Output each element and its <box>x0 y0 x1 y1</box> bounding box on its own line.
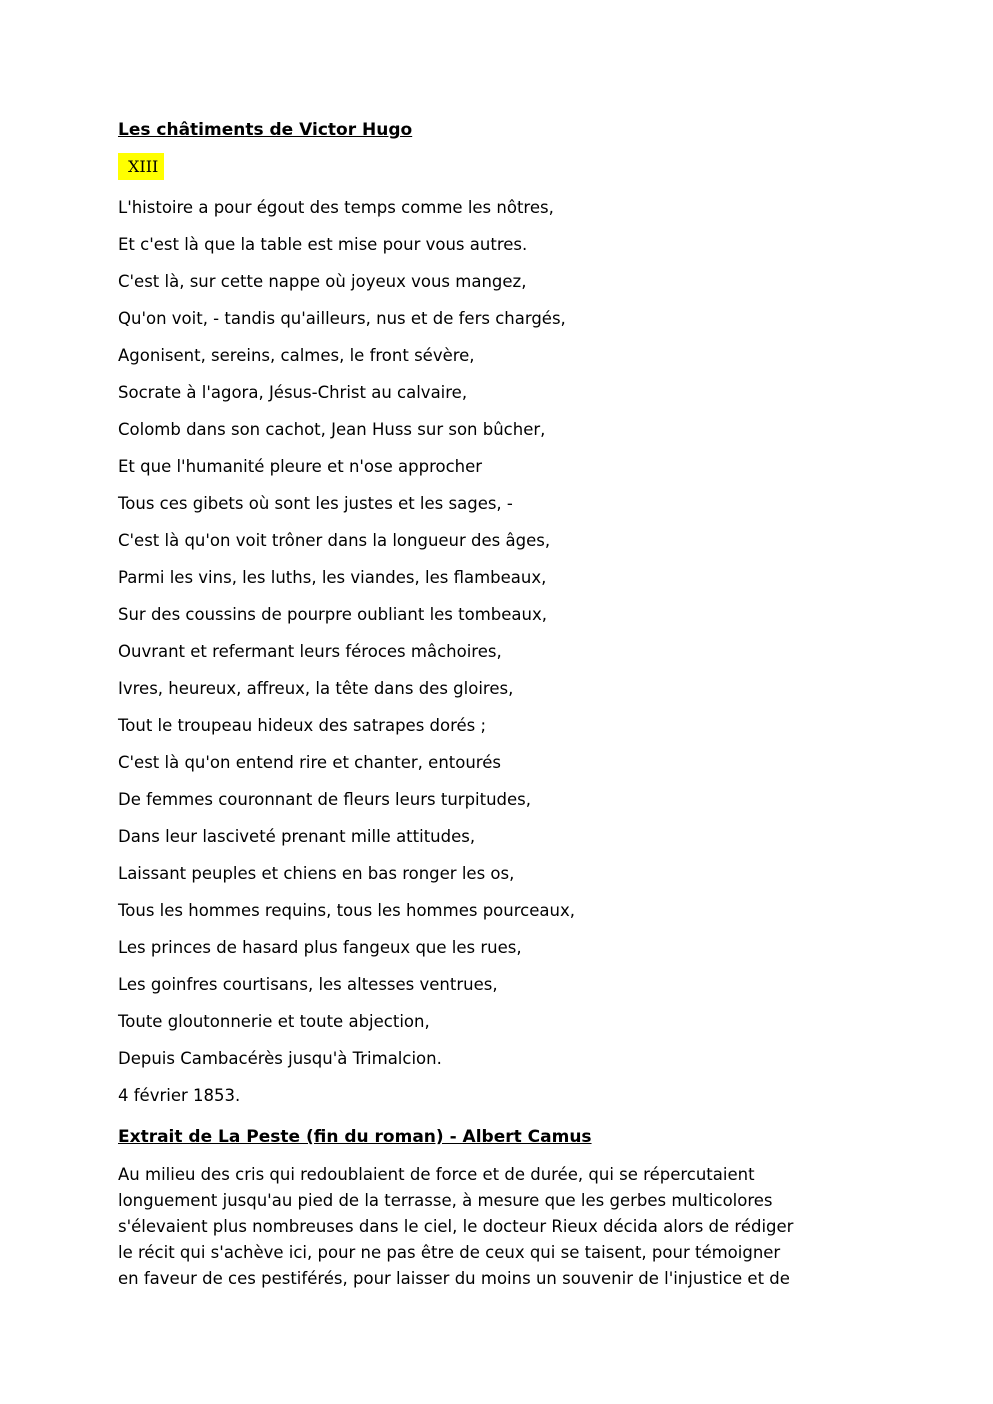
excerpt-line: Au milieu des cris qui redoublaient de force et de durée, qui se répercutaient <box>118 1165 755 1184</box>
poem-line: Ouvrant et refermant leurs féroces mâchoires, <box>118 642 502 661</box>
poem-line: C'est là qu'on voit trôner dans la longueur des âges, <box>118 531 551 550</box>
poem-line: Dans leur lasciveté prenant mille attitudes, <box>118 827 476 846</box>
poem-line: Tous les hommes requins, tous les hommes pourceaux, <box>118 901 575 920</box>
poem-line: Toute gloutonnerie et toute abjection, <box>118 1012 430 1031</box>
poem-line: Socrate à l'agora, Jésus-Christ au calvaire, <box>118 383 468 402</box>
poem-date: 4 février 1853. <box>118 1086 241 1105</box>
excerpt-title: Extrait de La Peste (fin du roman) - Albert Camus <box>118 1127 592 1147</box>
excerpt-line: en faveur de ces pestiférés, pour laisser du moins un souvenir de l'injustice et de <box>118 1269 790 1288</box>
poem-line: Les goinfres courtisans, les altesses ventrues, <box>118 975 498 994</box>
poem-line: Et c'est là que la table est mise pour vous autres. <box>118 235 528 254</box>
poem-line: Tout le troupeau hideux des satrapes dorés ; <box>118 716 487 735</box>
highlighted-numeral: XIII <box>118 153 164 180</box>
poem-line: Laissant peuples et chiens en bas ronger les os, <box>118 864 515 883</box>
poem-body <box>118 189 893 1077</box>
excerpt-paragraph <box>118 1162 893 1292</box>
poem-line: De femmes couronnant de fleurs leurs turpitudes, <box>118 790 532 809</box>
poem-line: L'histoire a pour égout des temps comme les nôtres, <box>118 198 554 217</box>
numeral-row <box>118 153 893 180</box>
poem-line: C'est là, sur cette nappe où joyeux vous mangez, <box>118 272 527 291</box>
excerpt-line: le récit qui s'achève ici, pour ne pas être de ceux qui se taisent, pour témoigner <box>118 1243 781 1262</box>
poem-line: Qu'on voit, - tandis qu'ailleurs, nus et de fers chargés, <box>118 309 566 328</box>
poem-line: Agonisent, sereins, calmes, le front sévère, <box>118 346 475 365</box>
poem-line: Parmi les vins, les luths, les viandes, les flambeaux, <box>118 568 547 587</box>
poem-line: C'est là qu'on entend rire et chanter, entourés <box>118 753 501 772</box>
poem-line: Sur des coussins de pourpre oubliant les tombeaux, <box>118 605 547 624</box>
poem-line: Les princes de hasard plus fangeux que les rues, <box>118 938 522 957</box>
excerpt-line: longuement jusqu'au pied de la terrasse, à mesure que les gerbes multicolores <box>118 1191 773 1210</box>
excerpt-line: s'élevaient plus nombreuses dans le ciel, le docteur Rieux décida alors de rédiger <box>118 1217 794 1236</box>
poem-line: Tous ces gibets où sont les justes et les sages, - <box>118 494 513 513</box>
poem-line: Colomb dans son cachot, Jean Huss sur son bûcher, <box>118 420 546 439</box>
poem-line: Ivres, heureux, affreux, la tête dans des gloires, <box>118 679 514 698</box>
poem-line: Et que l'humanité pleure et n'ose approcher <box>118 457 483 476</box>
poem-line: Depuis Cambacérès jusqu'à Trimalcion. <box>118 1049 442 1068</box>
poem-title: Les châtiments de Victor Hugo <box>118 120 413 140</box>
